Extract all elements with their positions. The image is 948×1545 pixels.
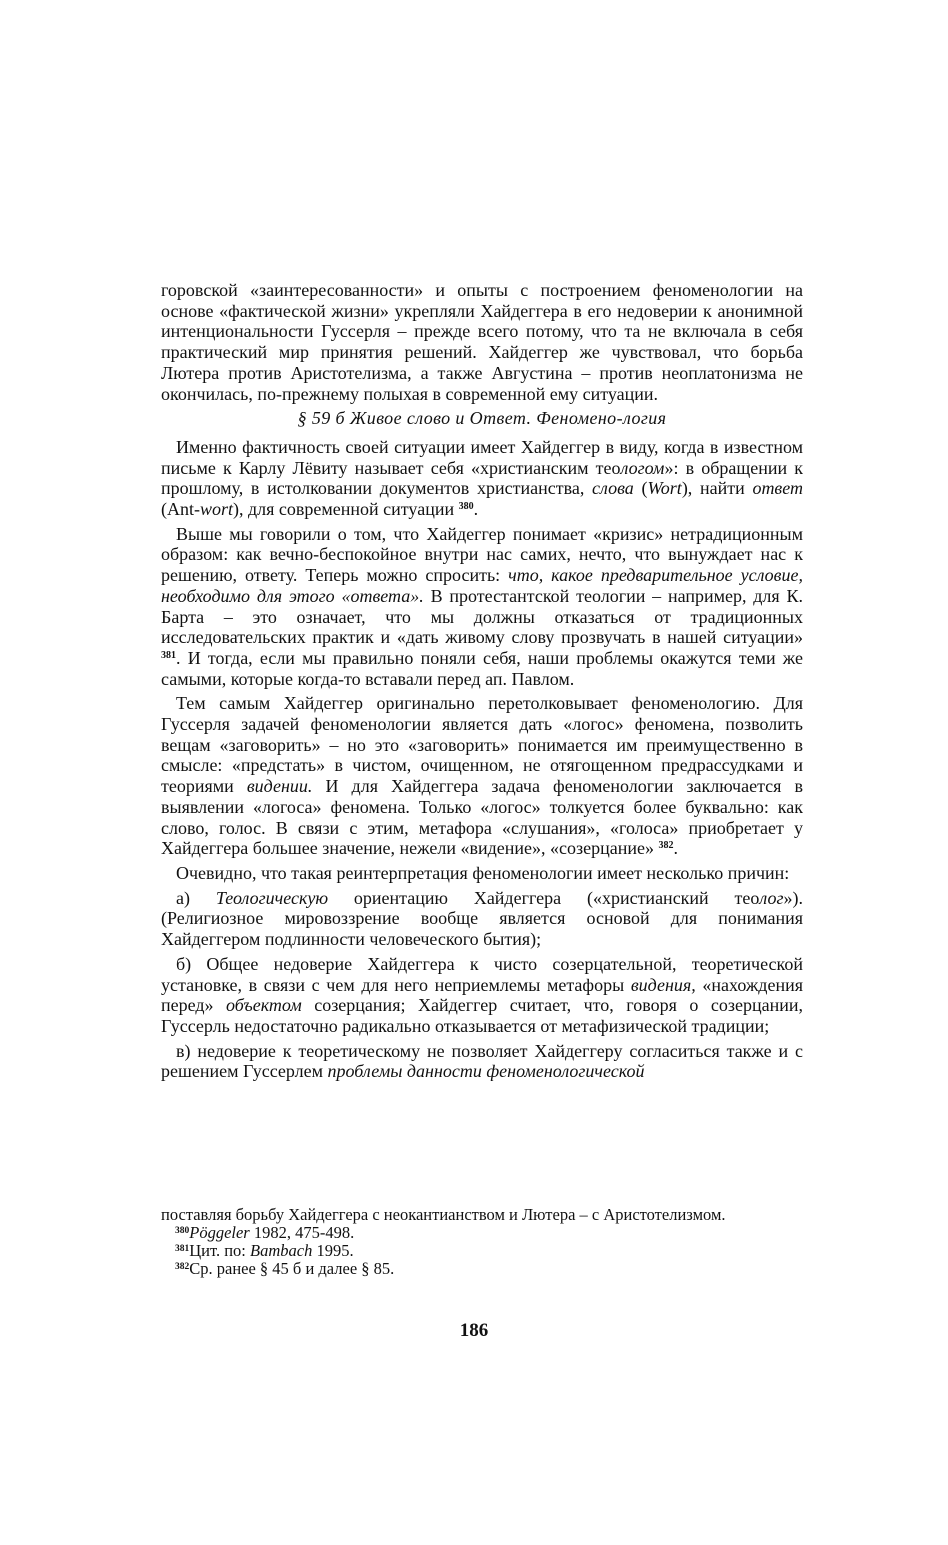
footnote-ref-382: 382	[658, 840, 674, 852]
paragraph: Очевидно, что такая реинтерпретация феноменологии имеет несколько причин:	[176, 862, 790, 883]
footnote-382: $^{382}$Ср. ранее § 45 б и далее § 85.	[175, 1259, 395, 1278]
list-item: б) Общее недоверие Хайдеггера к чисто созерцательной, теоретической установке, в связи с чем для него неприемлемы метафоры видения, «нахождения перед» объектом созерцания; Хайдеггер считает, что, говоря о созерцании, Гуссерль недостаточно радикально отказывается от метафизической традиции;	[161, 953, 804, 1036]
footnote-ref-380: 380	[458, 501, 474, 513]
footnote-ref-381: 381	[161, 649, 176, 661]
page-number: 186	[459, 1320, 489, 1341]
footnote-380: $^{380}$Pöggeler 1982, 475-498.	[175, 1223, 355, 1242]
footnotes	[161, 1206, 803, 1278]
footnote-381: $^{381}$Цит. по: Bambach 1995.	[175, 1241, 354, 1260]
section-heading: § 59 б Живое слово и Ответ. Феномено-логия	[297, 408, 667, 429]
list-item: в) недоверие к теоретическому не позволяет Хайдеггеру согласиться также и с решением Гуссерлем проблемы данности феноменологической	[161, 1040, 803, 1082]
paragraph: Тем самым Хайдеггер оригинально перетолковывает феноменологию. Для Гуссерля задачей феноменологии является дать «логос» феномена, позволить вещам «заговорить» – но это «заговорить» понимается им преимущественно в смысле: «предстать» в чистом, очищенном, не отягощенном предрассудками и теориями видении. И для Хайдеггера задача феноменологии заключается в выявлении «логоса» феномена. Только «логос» толкуется более буквально: как слово, голос. В связи с этим, метафора «слушания», «голоса» приобретает у Хайдеггера большее значение, нежели «видение», «созерцание» $^{382}$.	[161, 693, 803, 859]
footnote-continuation: поставляя борьбу Хайдеггера с неокантианством и Лютера – с Аристотелизмом.	[161, 1205, 726, 1224]
paragraph: Именно фактичность своей ситуации имеет Хайдеггер в виду, когда в известном письме к Карлу Лёвиту называет себя «христианским теологом»: в обращении к прошлому, в истолковании документов христианства, слова (Wort), найти ответ (Ant-wort), для современной ситуации $^{380}$.	[161, 436, 804, 520]
list-item: а) Теологическую ориентацию Хайдеггера («христианский теолог»). (Религиозное мировоззрение вообще является основой для понимания Хайдеггером подлинности человеческого бытия);	[161, 887, 804, 950]
paragraph: Выше мы говорили о том, что Хайдеггер понимает «кризис» нетрадиционным образом: как вечно-беспокойное внутри нас самих, нечто, что вынуждает нас к решению, ответу. Теперь можно спросить: что, какое предварительное условие, необходимо для этого «ответа». В протестантской теологии – например, для К. Барта – это означает, что мы должны отказаться от традиционных исследовательских практик и «дать живому слову прозвучать в нашей ситуации» $^{381}$. И тогда, если мы правильно поняли себя, наши проблемы окажутся теми же самыми, которые когда-то вставали перед ап. Павлом.	[161, 523, 804, 689]
paragraph: горовской «заинтересованности» и опыты с построением феноменологии на основе «фактической жизни» укрепляли Хайдеггера в его недоверии к анонимной интенциональности Гуссерля – прежде всего потому, что та не включала в себя практический мир принятия решений. Хайдеггер же чувствовал, что борьба Лютера против Аристотелизма, а также Августина – против неоплатонизма не окончилась, по-прежнему полыхая в современной ему ситуации.	[161, 280, 803, 404]
main-text	[161, 280, 803, 1086]
